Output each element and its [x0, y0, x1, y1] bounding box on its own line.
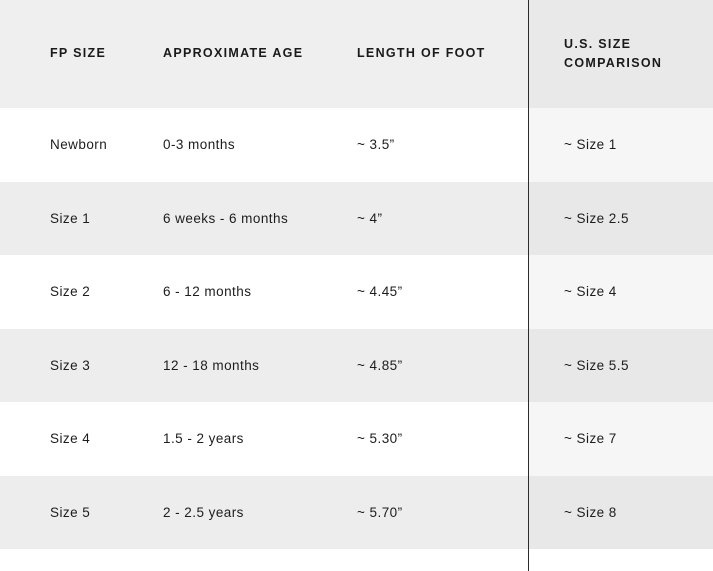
cell-fp-size: Size 1 [0, 182, 113, 256]
table-body [0, 108, 713, 549]
cell-approximate-age: 1.5 - 2 years [113, 402, 307, 476]
cell-length-of-foot: ~ 5.70” [307, 476, 528, 550]
cell-length-of-foot: ~ 4.45” [307, 255, 528, 329]
table-row [0, 402, 713, 476]
cell-us-size-comparison: ~ Size 2.5 [528, 182, 713, 256]
cell-us-size-comparison: ~ Size 4 [528, 255, 713, 329]
table-row [0, 255, 713, 329]
column-header-fp-size-label: FP SIZE [50, 46, 107, 61]
table-row [0, 108, 713, 182]
cell-approximate-age: 6 - 12 months [113, 255, 307, 329]
cell-length-of-foot: ~ 4.85” [307, 329, 528, 403]
cell-fp-size: Newborn [0, 108, 113, 182]
cell-fp-size: Size 3 [0, 329, 113, 403]
cell-length-of-foot: ~ 5.30” [307, 402, 528, 476]
table-row [0, 329, 713, 403]
cell-fp-size: Size 5 [0, 476, 113, 550]
cell-approximate-age: 12 - 18 months [113, 329, 307, 403]
cell-us-size-comparison: ~ Size 8 [528, 476, 713, 550]
column-header-us-size-comparison-line1: U.S. SIZE [564, 36, 632, 51]
table-row [0, 182, 713, 256]
cell-us-size-comparison: ~ Size 1 [528, 108, 713, 182]
table-header-row [0, 0, 713, 108]
column-header-length-of-foot [307, 0, 528, 108]
cell-us-size-comparison: ~ Size 5.5 [528, 329, 713, 403]
cell-fp-size: Size 2 [0, 255, 113, 329]
cell-approximate-age: 6 weeks - 6 months [113, 182, 307, 256]
table-row [0, 476, 713, 550]
cell-length-of-foot: ~ 4” [307, 182, 528, 256]
cell-fp-size: Size 4 [0, 402, 113, 476]
column-header-us-size-comparison-line2: COMPARISON [564, 56, 663, 70]
cell-us-size-comparison: ~ Size 7 [528, 402, 713, 476]
column-header-approximate-age [113, 0, 307, 108]
column-header-approximate-age-label: APPROXIMATE AGE [163, 46, 304, 61]
column-header-length-of-foot-label: LENGTH OF FOOT [357, 46, 486, 61]
cell-approximate-age: 0-3 months [113, 108, 307, 182]
cell-approximate-age: 2 - 2.5 years [113, 476, 307, 550]
table-header [0, 0, 713, 108]
column-header-us-size-comparison [528, 0, 713, 108]
column-divider-rule [528, 0, 529, 571]
cell-length-of-foot: ~ 3.5” [307, 108, 528, 182]
column-header-fp-size [0, 0, 113, 108]
